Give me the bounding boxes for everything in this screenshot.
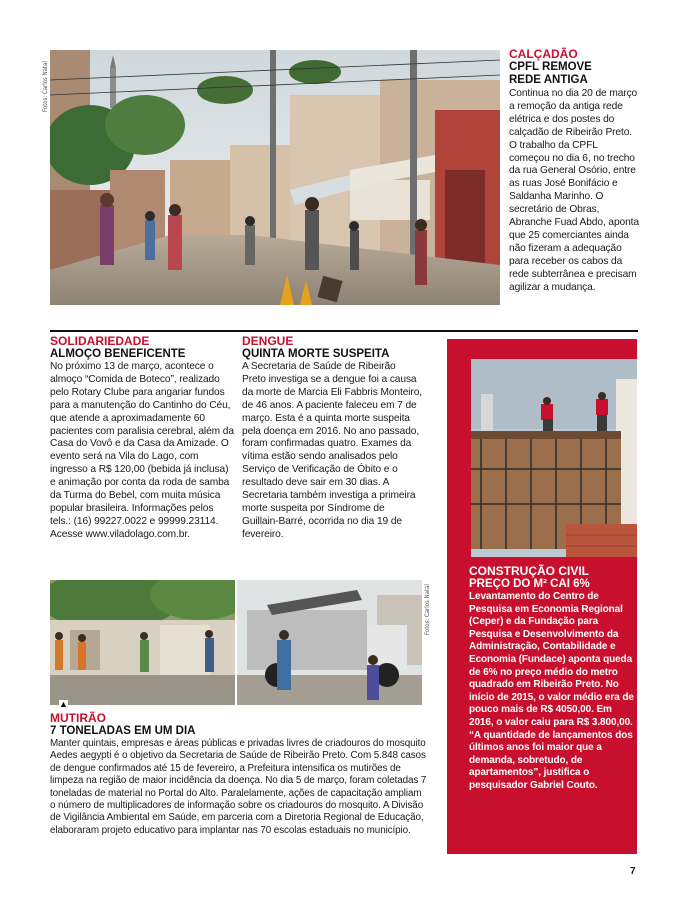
dengue-body: A Secretaria de Saúde de Ribeirão Preto investiga se a dengue foi a causa da morte de Marcia Eli Fabbris Monteiro, de 46 anos. A paciente faleceu em 7 de março. Esta é a quinta morte suspeita pela doença em 2016. No ano passado, foram confirmadas quatro. Exames da vítima estão sendo analisados pelo Serviço de Verificação de Óbito e o resultado deve sair em 30 dias. A Secretaria também investiga a primeira morte suspeita por Síndrome de Guillain-Barré, ocorrida no dia 19 de fevereiro. [242,361,423,540]
construction-photo [471,359,637,557]
arrow-up-icon: ▲ [59,699,68,709]
truck-illustration [237,580,422,705]
calcadao-article [509,48,639,295]
construcao-body: Levantamento do Centro de Pesquisa em Economia Regional (Ceper) e da Fundação para Pesquisa e Desenvolvimento da Administração, Contabilidade e Economia (Fundace) aponta queda de 6% no preço médio do metro quadrado em Ribeirão Preto. No início de 2015, o valor médio era de pouco mais de R$ 4050,00. Em 2016, o valor caiu para R$ 3.800,00. “A quantidade de lançamentos dos últimos anos foi maior que a demanda, sobretudo, de apartamentos”, justifica o pesquisador Gabriel Couto. [469,591,634,791]
solidariedade-body: No próximo 13 de março, acontece o almoço “Comida de Boteco”, realizado pelo Rotary Clube para angariar fundos para a manutenção do Cantinho do Céu, que atende a aproximadamente 60 pacientes com paralisia cerebral, além da Casa do Vovô e da Casa da Amizade. O evento será na Vila do Lago, com ingresso a R$ 120,00 (bebida já inclusa) e animação por conta da roda de samba da Turma do Bebel, com muita música popular brasileira. Informações pelos tels.: (16) 99227.0022 e 99999.23114. Acesse www.viladolago.com.br. [50,361,234,540]
calcadao-body: Continua no dia 20 de março a remoção da antiga rede elétrica e dos postes do calçadão de Ribeirão Preto. O trabalho da CPFL começou no dia 6, no trecho da rua General Osório, entre as ruas José Bonifácio e Saldanha Marinho. O secretário de Obras, Abranche Fuad Abdo, aponta que 25 comerciantes ainda não fizeram a adequação para receber os cabos da rede subterrânea e precisam agilizar a mudança. [509,88,639,293]
solidariedade-kicker: SOLIDARIEDADE [50,334,150,348]
calcadao-headline: CPFL REMOVE REDE ANTIGA [509,61,592,86]
calcadao-street-photo [50,50,500,305]
mutirao-article [50,712,428,837]
bottom-photo-credit: Fotos: Carlos Natal [424,584,431,635]
page-number: 7 [630,866,636,877]
solidariedade-article [50,335,235,542]
dengue-headline: QUINTA MORTE SUSPEITA [242,348,390,360]
construcao-headline: PREÇO DO M² CAI 6% [469,578,590,590]
mutirao-kicker: MUTIRÃO [50,711,106,725]
dengue-kicker: DENGUE [242,334,294,348]
dengue-article [242,335,422,542]
top-photo-credit: Fotos: Carlos Natal [42,61,49,112]
calcadao-kicker: CALÇADÃO [509,47,578,61]
section-divider [50,330,638,332]
cleanup-street-illustration [50,580,235,705]
solidariedade-headline: ALMOÇO BENEFICENTE [50,348,186,360]
street-scene-illustration [50,50,500,305]
construcao-red-box [447,339,637,854]
mutirao-headline: 7 TONELADAS EM UM DIA [50,725,196,737]
mutirao-photo-right [237,580,422,705]
construcao-kicker: CONSTRUÇÃO CIVIL [469,564,589,578]
mutirao-body: Manter quintais, empresas e áreas públicas e privadas livres de criadouros do mosquito Aedes aegypti é o objetivo da Secretaria de Saúde de Ribeirão Preto. Com 5.848 casos de dengue confirmados até 15 de fevereiro, a Prefeitura intensifica os mutirões de limpeza na região de maior incidência da doença. No dia 5 de março, foram coletadas 7 toneladas de material no Portal do Alto. Paralelamente, ações de capacitação ampliam o número de multiplicadores de informação sobre os criadouros do mosquito. A Divisão de Vigilância Ambiental em Saúde, em parceria com a Diretoria Regional de Educação, elaboraram projeto educativo para implantar nas 70 escolas estaduais no município. [50,738,427,836]
construction-site-illustration [471,359,637,557]
mutirao-photo-left [50,580,235,705]
